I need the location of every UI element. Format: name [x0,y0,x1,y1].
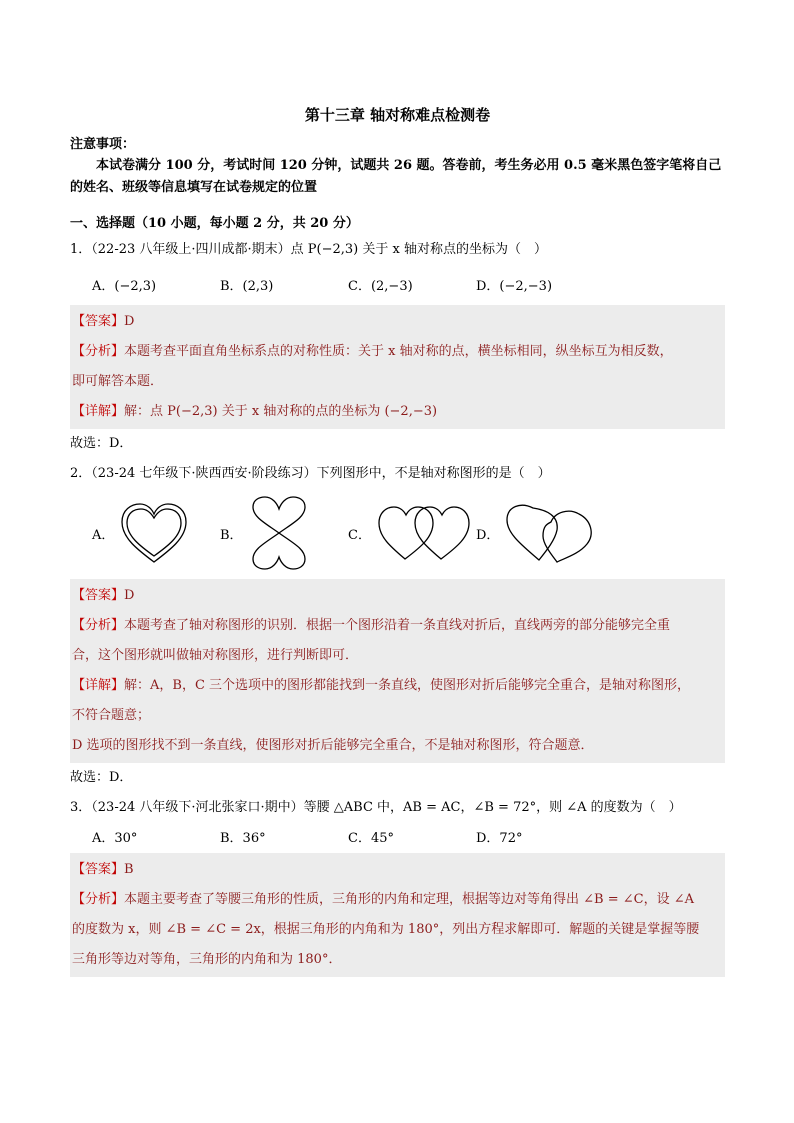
question-3-stem: 3．（23-24 八年级下·河北张家口·期中）等腰 △ABC 中，AB = AC，∠B = 72°，则 ∠A 的度数为（ ） [70,800,682,815]
option-b: B．(2,3) [220,278,274,294]
choose-line: 故选：D． [70,770,133,785]
option-d-label: D． [476,527,500,543]
page-title: 第十三章 轴对称难点检测卷 [304,106,491,124]
answer-line [72,307,723,337]
question-3-options [92,825,725,847]
option-a: A．30° [92,830,138,846]
option-c [348,501,476,565]
option-c: C．45° [348,830,394,846]
option-c-label: C． [348,527,371,543]
double-heart-icon [118,498,190,568]
analysis-text-2: 的度数为 x，则 ∠B = ∠C = 2x，根据三角形的内角和为 180°，列出方程求解即可．解题的关键是掌握等腰 [72,922,700,937]
analysis-text-2: 即可解答本题． [72,374,164,389]
detail-text: 解：点 P(−2,3) 关于 x 轴对称的点的坐标为 (−2,−3) [124,404,438,419]
detail-text: 解：A，B，C 三个选项中的图形都能找到一条直线，使图形对折后能够完全重合，是轴对称图形， [124,678,691,693]
answer-value: D [124,314,135,329]
two-hearts-icon [375,501,471,565]
detail-text-3: D 选项的图形找不到一条直线，使图形对折后能够完全重合，不是轴对称图形，符合题意． [72,738,594,753]
analysis-text: 本题主要考查了等腰三角形的性质，三角形的内角和定理，根据等边对等角得出 ∠B = ∠C，设 ∠A [124,892,695,907]
option-b-label: B． [220,527,243,543]
question-1-options [92,273,725,295]
option-d [476,500,604,566]
option-d: D．72° [476,830,523,846]
notice-body: 本试卷满分 100 分，考试时间 120 分钟，试题共 26 题。答卷前，考生务必用 0.5 毫米黑色签字笔将自己的姓名、班级等信息填写在试卷规定的位置 [70,158,722,195]
question-2-stem: 2．（23-24 七年级下·陕西西安·阶段练习）下列图形中，不是轴对称图形的是（ ） [70,466,551,481]
analysis-text-3: 三角形等边对等角，三角形的内角和为 180°． [72,952,342,967]
option-a-label: A． [92,527,115,543]
notice-heading: 注意事项： [70,137,136,152]
interlocked-hearts-icon [503,500,597,566]
analysis-line [72,611,723,641]
detail-line [72,671,723,701]
option-a: A．(−2,3) [92,278,157,294]
answer-label: 【答案】 [72,862,125,877]
answer-value: D [124,588,135,603]
detail-line [72,397,723,427]
option-d: D．(−2,−3) [476,278,553,294]
exam-page [70,100,725,977]
analysis-text: 本题考查平面直角坐标系点的对称性质：关于 x 轴对称的点，横坐标相同，纵坐标互为相反数， [124,344,673,359]
section-heading: 一、选择题（10 小题，每小题 2 分，共 20 分） [70,216,359,231]
answer-label: 【答案】 [72,588,125,603]
analysis-line [72,337,723,367]
option-c: C．(2,−3) [348,278,413,294]
analysis-label: 【分析】 [72,892,125,907]
answer-label: 【答案】 [72,314,125,329]
four-leaf-heart-icon [247,495,311,571]
question-3-solution [70,853,725,977]
detail-label: 【详解】 [72,678,125,693]
answer-line [72,855,723,885]
question-1-stem: 1．（22-23 八年级上·四川成都·期末）点 P(−2,3) 关于 x 轴对称点的坐标为（ ） [70,242,547,257]
question-2-options [92,493,725,573]
detail-label: 【详解】 [72,404,125,419]
option-b: B．36° [220,830,266,846]
choose-line: 故选：D． [70,436,133,451]
question-2-solution [70,579,725,763]
answer-line [72,581,723,611]
analysis-label: 【分析】 [72,618,125,633]
analysis-label: 【分析】 [72,344,125,359]
option-a [92,498,220,568]
question-1-solution [70,305,725,429]
answer-value: B [124,862,134,877]
option-b [220,495,348,571]
analysis-line [72,885,723,915]
detail-text-2: 不符合题意； [72,708,151,723]
analysis-text: 本题考查了轴对称图形的识别．根据一个图形沿着一条直线对折后，直线两旁的部分能够完全重 [124,618,671,633]
analysis-text-2: 合，这个图形就叫做轴对称图形，进行判断即可． [72,648,359,663]
